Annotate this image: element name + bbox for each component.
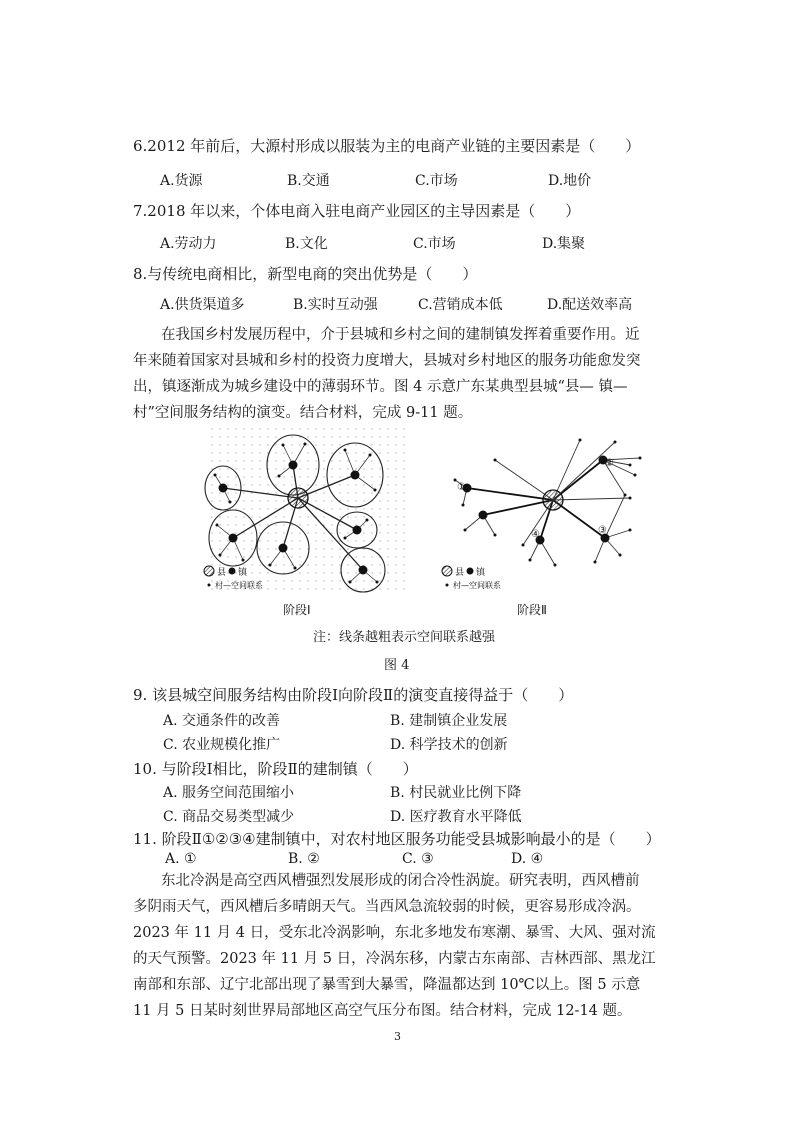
question-6-option-b: B.交通	[287, 173, 330, 189]
legend-link-text: 村—空间联系	[453, 581, 501, 590]
question-10-option-a: A. 服务空间范围缩小	[163, 785, 295, 801]
question-6-option-c: C.市场	[415, 173, 458, 189]
town-node	[279, 544, 288, 553]
town-marker-1: ①	[457, 482, 466, 493]
question-9-stem: 9. 该县城空间服务结构由阶段Ⅰ向阶段Ⅱ的演变直接得益于（ ）	[133, 686, 574, 704]
passage-line: 11 月 5 日某时刻世界局部地区高空气压分布图。结合材料，完成 12-14 题。	[133, 1003, 632, 1019]
question-11-option-c: C. ③	[402, 851, 434, 867]
question-8-option-c: C.营销成本低	[418, 297, 503, 313]
legend-county-symbol	[442, 566, 452, 576]
town-node	[289, 461, 298, 470]
question-10-option-b: B. 村民就业比例下降	[390, 785, 522, 801]
legend-county-text: 县	[217, 568, 227, 578]
legend-county-text: 县	[455, 568, 465, 578]
town-node	[229, 534, 238, 543]
question-6-option-d: D.地价	[548, 173, 592, 189]
figure4-stage1-diagram	[195, 420, 410, 620]
town-node	[351, 471, 360, 480]
figure4-note: 注：线条越粗表示空间联系越强	[313, 630, 496, 645]
passage-line: 在我国乡村发展历程中，介于县城和乡村之间的建制镇发挥着重要作用。近	[161, 327, 640, 343]
page-number: 3	[394, 1030, 401, 1043]
passage-line: 出，镇逐渐成为城乡建设中的薄弱环节。图 4 示意广东某典型县城“县— 镇—	[133, 379, 628, 395]
town-marker-2: ②	[605, 458, 614, 469]
town-node	[219, 484, 228, 493]
question-11-option-a: A. ①	[165, 851, 197, 867]
passage-line: 的天气预警。2023 年 11 月 5 日，冷涡东移，内蒙古东南部、吉林西部、黑龙江	[133, 951, 656, 967]
town-node	[479, 511, 488, 520]
legend-town-symbol	[229, 568, 236, 575]
legend-town-text: 镇	[476, 568, 486, 578]
legend-village-symbol	[208, 584, 211, 587]
town-marker-4: ④	[531, 529, 540, 540]
question-7-stem: 7.2018 年以来，个体电商入驻电商产业园区的主导因素是（ ）	[133, 202, 581, 220]
legend-town-text: 镇	[238, 568, 248, 578]
question-6-option-a: A.货源	[160, 173, 203, 189]
passage-line: 2023 年 11 月 4 日，受东北冷涡影响，东北多地发布寒潮、暴雪、大风、强对流	[133, 925, 656, 941]
question-9-option-b: B. 建制镇企业发展	[390, 713, 508, 729]
passage-line: 南部和东部、辽宁北部出现了暴雪到大暴雪，降温都达到 10℃以上。图 5 示意	[133, 977, 641, 993]
question-8-option-d: D.配送效率高	[547, 297, 633, 313]
question-11-stem: 11. 阶段Ⅱ①②③④建制镇中，对农村地区服务功能受县城影响最小的是（ ）	[133, 830, 661, 848]
question-10-stem: 10. 与阶段Ⅰ相比，阶段Ⅱ的建制镇（ ）	[133, 760, 418, 778]
legend-link-text: 村—空间联系	[215, 581, 263, 590]
legend-town-symbol	[467, 568, 474, 575]
stage1-grid-background	[205, 425, 405, 590]
question-10-option-d: D. 医疗教育水平降低	[390, 809, 522, 825]
passage-line: 村”空间服务结构的演变。结合材料，完成 9-11 题。	[133, 405, 473, 421]
question-10-option-c: C. 商品交易类型减少	[163, 809, 295, 825]
town-node	[359, 566, 368, 575]
town-node	[353, 526, 362, 535]
passage-line: 年来随着国家对县城和乡村的投资力度增大，县城对乡村地区的服务功能愈发突	[133, 353, 641, 369]
question-8-option-b: B.实时互动强	[293, 297, 378, 313]
question-7-option-b: B.文化	[285, 236, 328, 252]
passage-northeast-cold-vortex	[133, 868, 673, 1024]
county-node	[543, 490, 563, 510]
question-7-option-c: C.市场	[413, 236, 456, 252]
county-node	[288, 488, 308, 508]
stage2-label: 阶段Ⅱ	[517, 603, 547, 617]
figure4-caption: 图 4	[384, 658, 410, 673]
figure4-stage2-diagram	[435, 420, 660, 620]
question-7-option-d: D.集聚	[542, 236, 586, 252]
question-11-option-b: B. ②	[288, 851, 320, 867]
passage-line: 东北冷涡是高空西风槽强烈发展形成的闭合冷性涡旋。研究表明，西风槽前	[161, 873, 640, 889]
passage-county-town-village	[133, 322, 673, 426]
stage1-label: 阶段Ⅰ	[283, 603, 311, 617]
passage-line: 多阴雨天气，西风槽后多晴朗天气。当西风急流较弱的时候，更容易形成冷涡。	[133, 899, 641, 915]
question-11-option-d: D. ④	[511, 851, 544, 867]
town-marker-3: ③	[598, 525, 607, 536]
question-9-option-a: A. 交通条件的改善	[163, 713, 281, 729]
question-7-option-a: A.劳动力	[160, 236, 217, 252]
question-9-option-d: D. 科学技术的创新	[390, 737, 508, 753]
legend-village-symbol	[446, 584, 449, 587]
question-8-option-a: A.供货渠道多	[160, 297, 245, 313]
question-6-stem: 6.2012 年前后，大源村形成以服装为主的电商产业链的主要因素是（ ）	[133, 137, 641, 155]
legend-county-symbol	[204, 566, 214, 576]
question-8-stem: 8.与传统电商相比，新型电商的突出优势是（ ）	[133, 265, 478, 283]
question-9-option-c: C. 农业规模化推广	[163, 737, 281, 753]
